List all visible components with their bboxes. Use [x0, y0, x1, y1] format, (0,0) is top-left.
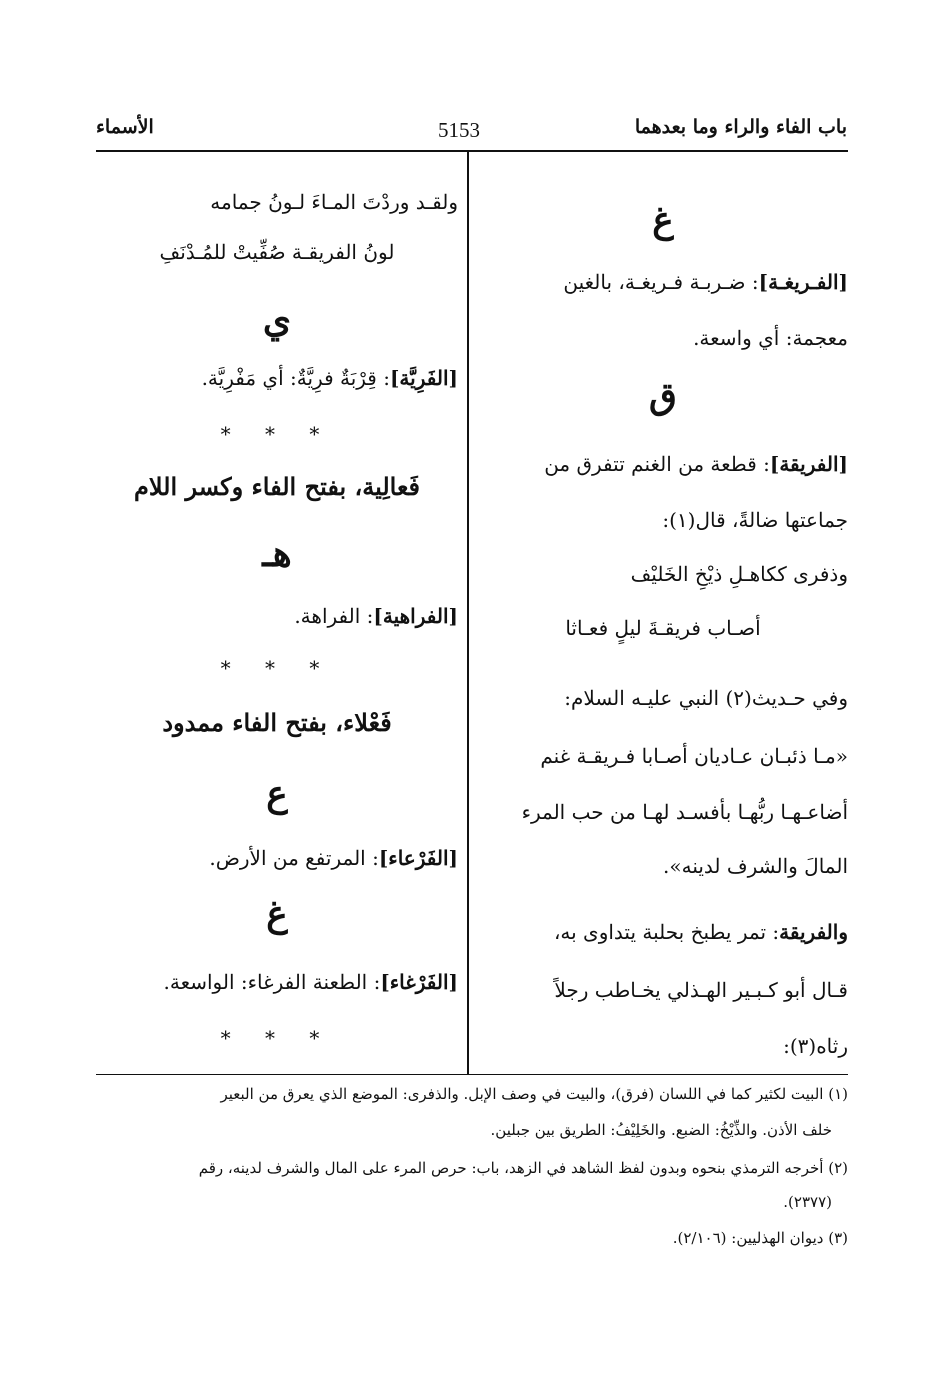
entry-text: : ضـربـة فـريغـة، بالغين [563, 270, 759, 294]
hadith-line: «مـا ذئبـان عـاديان أصـابا فـريقـة غنم [540, 744, 848, 768]
column-divider [467, 152, 469, 1074]
entry-fariiqa-date [554, 918, 848, 946]
entry-farAa [209, 844, 458, 872]
verse-line: لونُ الفريقـة صُفِّيتْ للمُـدْنَفِ [159, 240, 395, 264]
section-separator: * * * [220, 656, 334, 680]
entry-text-line: معجمة: أي واسعة. [693, 326, 848, 350]
section-separator: * * * [220, 422, 334, 446]
entry-text: : قطعة من الغنم تتفرق من [544, 452, 770, 476]
entry-headword: [الفـريغـة] [758, 270, 848, 294]
section-separator: * * * [220, 1026, 334, 1050]
header-section-title: الأسماء [96, 116, 154, 138]
footnote-line: (١) البيت لكثير كما في اللسان (فرق)، والبيت في وصف الإبل. والذفرى: الموضع الذي يعرق من البعير [220, 1085, 848, 1103]
verse-line: أصـاب فريقـةَ ليلٍ فعـاثا [565, 616, 761, 640]
footnote-line: خلف الأذن. والذِّيْخُ: الضبع. والخَلِيْفُ: الطريق بين جبلين. [490, 1121, 832, 1139]
footnote-line: (٣) ديوان الهذليين: (٢/١٠٦). [672, 1229, 848, 1247]
footnote-line: (٢) أخرجه الترمذي بنحوه وبدون لفظ الشاهد في الزهد، باب: حرص المرء على المال والشرف لدينه، رقم [198, 1159, 848, 1177]
entry-text-line: جماعتها ضالةً، قال(١): [662, 508, 848, 532]
section-title: فَعْلاء، بفتح الفاء ممدود [162, 708, 392, 737]
entry-fariigha [563, 268, 848, 296]
entry-headword: [الفَرْعاء] [378, 846, 458, 870]
entry-text: : الفراهة. [294, 604, 374, 628]
page-number: 5153 [438, 118, 480, 142]
verse-line: وذفرى ككاهـلِ ذيْخِ الخَليْف [630, 562, 848, 586]
letter-heading-ghain: غ [652, 199, 674, 241]
letter-heading-ayn: ع [266, 773, 288, 815]
section-title: فَعالِية، بفتح الفاء وكسر اللام [133, 472, 421, 501]
letter-heading-ghain: غ [266, 893, 288, 935]
entry-text: : قِرْبَةٌ فرِيَّةٌ: أي مَفْرِيَّة. [201, 366, 390, 390]
entry-farahiya [294, 602, 458, 630]
hadith-line: المالَ والشرف لدينه». [663, 854, 848, 878]
entry-farghaa [164, 968, 458, 996]
entry-text-line: قـال أبو كـبـير الهـذلي يخـاطب رجلاً [554, 978, 848, 1002]
hadith-line: وفي حـديث(٢) النبي عليـه السلام: [564, 686, 848, 710]
entry-text: : الطعنة الفرغاء: الواسعة. [163, 970, 381, 994]
letter-heading-qaf: ق [649, 375, 677, 417]
header-rule [96, 150, 848, 152]
letter-heading-ha: هـ [262, 533, 292, 575]
entry-fariyya [202, 364, 458, 392]
entry-headword: [الفريقة] [769, 452, 848, 476]
hadith-line: أضاعـهـا ربُّهـا بأفسـد لهـا من حب المرء [521, 800, 848, 824]
letter-heading-ya: ي [262, 299, 292, 341]
entry-headword: والفريقة [779, 920, 848, 944]
entry-text-line: رثاه(٣): [783, 1034, 848, 1058]
verse-line: ولقـد وردْتَ المـاءَ لـونُ جمامه [210, 190, 458, 214]
entry-headword: [الفَرِيَّة] [389, 366, 458, 390]
column-bottom-rule [96, 1074, 848, 1075]
entry-headword: [الفراهية] [373, 604, 458, 628]
entry-headword: [الفَرْغاء] [380, 970, 458, 994]
entry-text: : تمر يطبخ بحلبة يتداوى به، [553, 920, 780, 944]
entry-fariiqa [544, 450, 848, 478]
entry-text: : المرتفع من الأرض. [209, 846, 379, 870]
header-chapter-title: باب الفاء والراء وما بعدهما [634, 116, 847, 138]
footnote-line: (٢٣٧٧). [783, 1193, 832, 1211]
